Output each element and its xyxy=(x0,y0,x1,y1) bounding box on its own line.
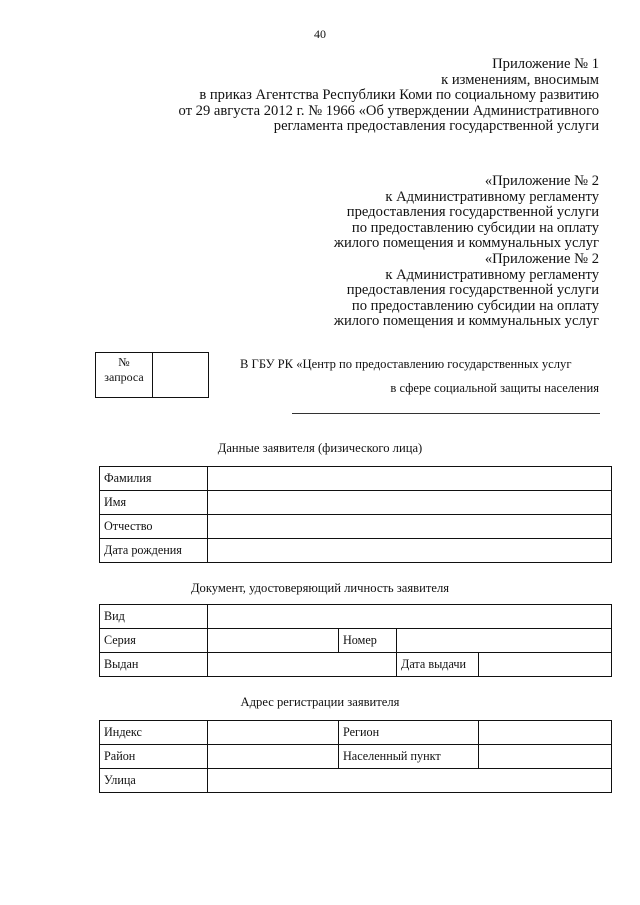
document-table xyxy=(99,604,612,677)
table-row xyxy=(100,653,612,677)
patronymic-field[interactable] xyxy=(208,515,612,539)
appendix-header-1 xyxy=(179,57,599,135)
request-number-sign: № xyxy=(118,355,130,369)
region-label: Регион xyxy=(339,721,479,745)
header2-line: жилого помещения и коммунальных услуг xyxy=(333,235,599,252)
header1-line: в приказ Агентства Республики Коми по социальному развитию xyxy=(199,87,599,104)
header2-line: к Административному регламенту xyxy=(385,188,599,205)
table-row xyxy=(100,539,612,563)
request-word: запроса xyxy=(104,370,144,384)
patronymic-label: Отчество xyxy=(100,515,208,539)
first-name-label: Имя xyxy=(100,491,208,515)
header2-line: по предоставлению субсидии на оплату xyxy=(351,219,599,236)
doc-type-label: Вид xyxy=(100,605,208,629)
header2-line: к Административному регламенту xyxy=(385,266,599,283)
document-section-title: Документ, удостоверяющий личность заявителя xyxy=(190,581,450,595)
header1-line: к изменениям, вносимым xyxy=(441,71,599,88)
request-number-box xyxy=(95,352,209,398)
address-table xyxy=(99,720,612,793)
doc-type-field[interactable] xyxy=(208,605,612,629)
table-row xyxy=(100,491,612,515)
request-number-label xyxy=(96,353,153,397)
request-number-field[interactable] xyxy=(153,353,208,397)
birth-date-label: Дата рождения xyxy=(100,539,208,563)
addressee-line-1: В ГБУ РК «Центр по предоставлению государственных услуг xyxy=(240,357,572,371)
table-row xyxy=(100,629,612,653)
table-row xyxy=(100,467,612,491)
doc-series-field[interactable] xyxy=(208,629,339,653)
table-row xyxy=(100,769,612,793)
table-row xyxy=(100,745,612,769)
street-label: Улица xyxy=(100,769,208,793)
doc-issue-date-label: Дата выдачи xyxy=(397,653,479,677)
postal-index-field[interactable] xyxy=(208,721,339,745)
district-label: Район xyxy=(100,745,208,769)
address-section-title: Адрес регистрации заявителя xyxy=(240,695,400,709)
locality-field[interactable] xyxy=(479,745,612,769)
doc-issued-field[interactable] xyxy=(208,653,397,677)
header1-line: от 29 августа 2012 г. № 1966 «Об утверждении Административного xyxy=(178,102,599,119)
district-field[interactable] xyxy=(208,745,339,769)
page-number: 40 xyxy=(314,27,326,41)
doc-issue-date-field[interactable] xyxy=(479,653,612,677)
doc-series-label: Серия xyxy=(100,629,208,653)
locality-label: Населенный пункт xyxy=(339,745,479,769)
header2-line: «Приложение № 2 xyxy=(484,250,599,267)
birth-date-field[interactable] xyxy=(208,539,612,563)
applicant-table xyxy=(99,466,612,563)
first-name-field[interactable] xyxy=(208,491,612,515)
postal-index-label: Индекс xyxy=(100,721,208,745)
region-field[interactable] xyxy=(479,721,612,745)
doc-number-field[interactable] xyxy=(397,629,612,653)
doc-number-label: Номер xyxy=(339,629,397,653)
header2-line: «Приложение № 2 xyxy=(484,173,599,189)
applicant-section-title: Данные заявителя (физического лица) xyxy=(217,441,423,455)
header2-line: предоставления государственной услуги xyxy=(346,204,599,221)
header1-line: Приложение № 1 xyxy=(492,56,599,72)
addressee-underline xyxy=(292,413,600,414)
table-row xyxy=(100,515,612,539)
header2-line: предоставления государственной услуги xyxy=(346,282,599,299)
addressee-line-2: в сфере социальной защиты населения xyxy=(390,381,599,395)
appendix-header-2 xyxy=(334,174,599,330)
header2-line: по предоставлению субсидии на оплату xyxy=(351,297,599,314)
header2-line: жилого помещения и коммунальных услуг xyxy=(333,313,599,330)
surname-field[interactable] xyxy=(208,467,612,491)
street-field[interactable] xyxy=(208,769,612,793)
surname-label: Фамилия xyxy=(100,467,208,491)
table-row xyxy=(100,605,612,629)
header1-line: регламента предоставления государственной услуги xyxy=(273,118,599,135)
table-row xyxy=(100,721,612,745)
doc-issued-label: Выдан xyxy=(100,653,208,677)
